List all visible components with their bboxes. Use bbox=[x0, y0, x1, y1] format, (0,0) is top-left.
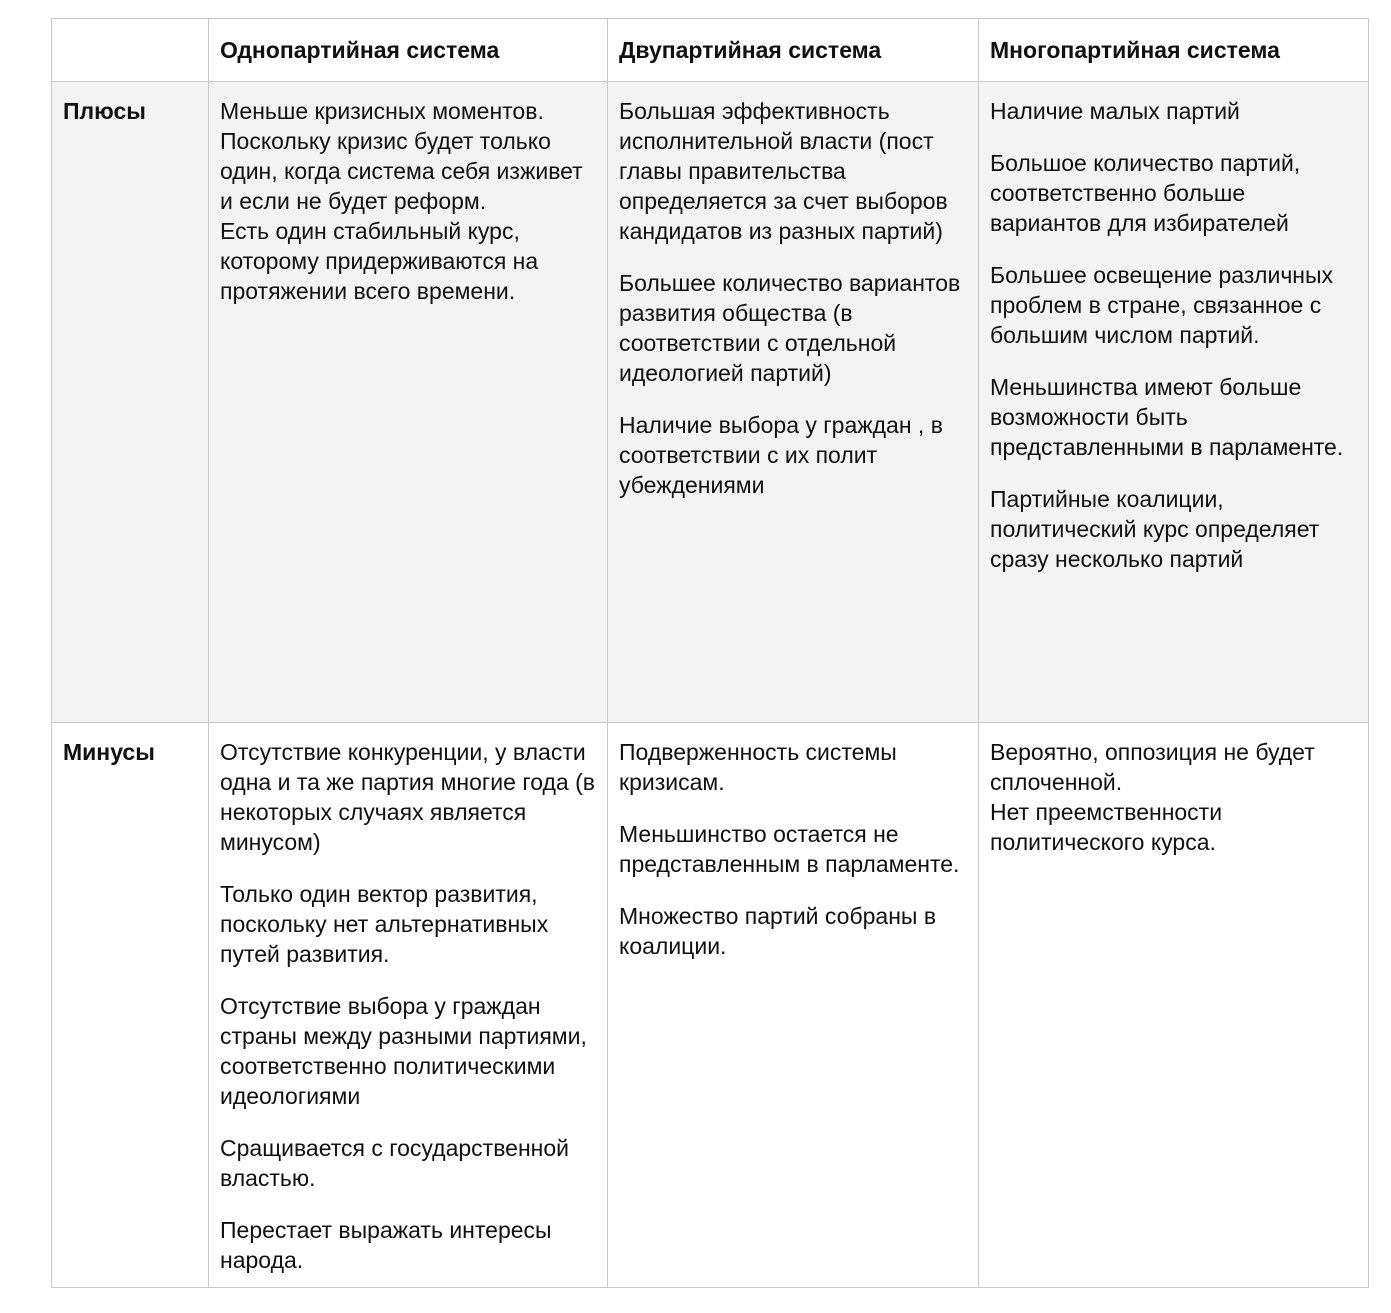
cons-one-party-paragraph-3: Отсутствие выбора у граждан страны между разными партиями, соответственно политическими идеологиями bbox=[220, 993, 587, 1109]
pros-two-party-paragraph-2: Большее количество вариантов развития общества (в соответствии с отдельной идеологией партий) bbox=[619, 270, 961, 386]
cons-one-party-paragraph-4: Сращивается с государственной властью. bbox=[220, 1135, 569, 1191]
pros-multi-party-cell bbox=[979, 82, 1369, 723]
pros-one-party-paragraph bbox=[220, 96, 596, 306]
pros-multi-party-paragraph-5: Партийные коалиции, политический курс определяет сразу несколько партий bbox=[990, 486, 1320, 572]
cons-multi-party-cell bbox=[979, 723, 1369, 1288]
cons-two-party-cell bbox=[608, 723, 979, 1288]
header-corner-cell bbox=[52, 19, 209, 82]
cons-one-party-paragraph-2: Только один вектор развития, поскольку нет альтернативных путей развития. bbox=[220, 881, 549, 967]
cons-one-party-paragraph-5: Перестает выражать интересы народа. bbox=[220, 1217, 552, 1273]
pros-multi-party-paragraph-3: Большее освещение различных проблем в стране, связанное с большим числом партий. bbox=[990, 262, 1334, 348]
cons-multi-party-line-1: Вероятно, оппозиция не будет сплоченной. bbox=[990, 739, 1315, 795]
pros-multi-party-paragraph-4: Меньшинства имеют больше возможности быть представленными в парламенте. bbox=[990, 374, 1344, 460]
header-row bbox=[52, 19, 1369, 82]
pros-two-party-paragraph-3: Наличие выбора у граждан , в соответствии с их полит убеждениями bbox=[619, 412, 943, 498]
cons-one-party-paragraph-1: Отсутствие конкуренции, у власти одна и та же партия многие года (в некоторых случаях является минусом) bbox=[220, 739, 595, 855]
cons-row bbox=[52, 723, 1369, 1288]
pros-row bbox=[52, 82, 1369, 723]
cons-multi-party-line-2: Нет преемственности политического курса. bbox=[990, 799, 1223, 855]
comparison-table bbox=[51, 18, 1369, 1288]
pros-two-party-cell bbox=[608, 82, 979, 723]
pros-one-party-line-1: Меньше кризисных моментов. Поскольку кризис будет только один, когда система себя изживет и если не будет реформ. bbox=[220, 98, 583, 214]
cons-two-party-paragraph-3: Множество партий собраны в коалиции. bbox=[619, 903, 937, 959]
pros-label: Плюсы bbox=[52, 82, 209, 723]
cons-two-party-paragraph-2: Меньшинство остается не представленным в парламенте. bbox=[619, 821, 960, 877]
header-one-party: Однопартийная система bbox=[209, 19, 608, 82]
pros-one-party-line-2: Есть один стабильный курс, которому придерживаются на протяжении всего времени. bbox=[220, 218, 539, 304]
cons-multi-party-paragraph bbox=[990, 737, 1357, 857]
pros-multi-party-paragraph-2: Большое количество партий, соответственно больше вариантов для избирателей bbox=[990, 150, 1301, 236]
header-multi-party: Многопартийная система bbox=[979, 19, 1369, 82]
cons-one-party-cell bbox=[209, 723, 608, 1288]
pros-two-party-paragraph-1: Большая эффективность исполнительной власти (пост главы правительства определяется за счет выборов кандидатов из разных партий) bbox=[619, 98, 948, 244]
pros-one-party-cell bbox=[209, 82, 608, 723]
pros-multi-party-paragraph-1: Наличие малых партий bbox=[990, 98, 1240, 124]
header-two-party: Двупартийная система bbox=[608, 19, 979, 82]
cons-two-party-paragraph-1: Подверженность системы кризисам. bbox=[619, 739, 897, 795]
cons-label: Минусы bbox=[52, 723, 209, 1288]
